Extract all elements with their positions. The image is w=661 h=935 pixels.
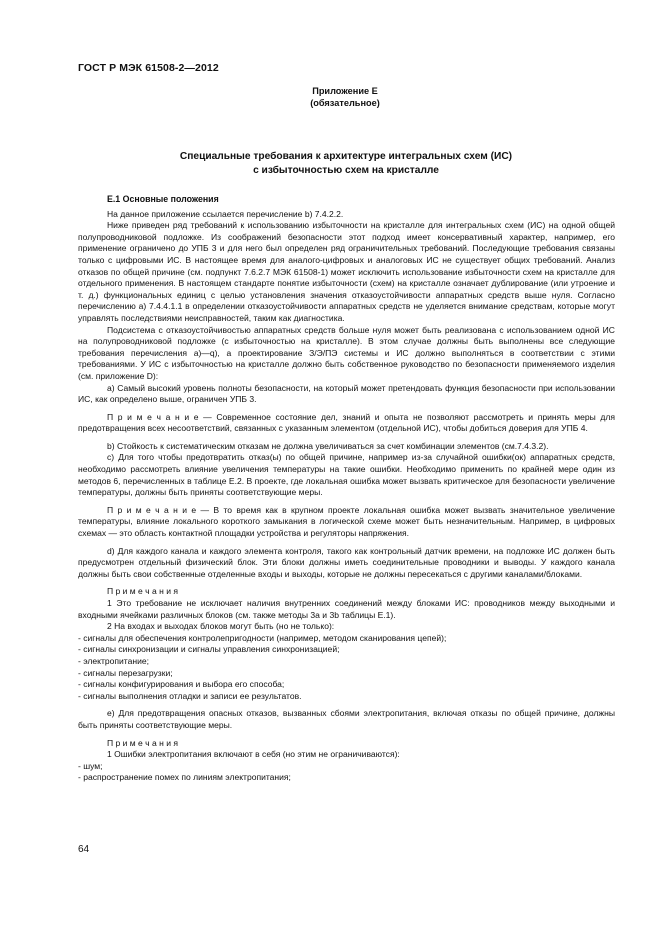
item-d: d) Для каждого канала и каждого элемента контроля, такого как контрольный датчик времени, на подложке ИС должен быть предусмотрен отдельный физический блок. Эти блоки должны иметь соединительные проводники и выводы. У каждого канала должны быть свои собственные отделенные входы и выходы, которые не должны пересекаться с другими каналами/блоками. [78,545,615,579]
list-item: - сигналы выполнения отладки и записи ее результатов. [78,690,302,701]
note-2-text: — В то время как в крупном проекте локальная ошибка может вызвать значительное увеличение температуры, влияние локального короткого замыкания в логической схеме может быть незначительным. Например, в цифровых схемах — это область контактной площадки устройства и регуляторы напряжения. [78,504,615,539]
title-line-1: Специальные требования к архитектуре интегральных схем (ИС) [179,151,513,162]
document-title [120,150,572,178]
note-1-label: П р и м е ч а н и е [107,411,199,422]
paragraph-subsystem: Подсистема с отказоустойчивостью аппаратных средств больше нуля может быть реализована с использованием одной ИС на полупроводниковой подложке (с избыточностью на кристалле). В этом случае должны быть выполнены все следующие требования перечисления а)—q), а проектирование З/Э/ПЭ системы и ИС должно выполняться в соответствии с этими требованиями. У ИС с избыточностью на кристалле должно быть собственное руководство по безопасности применяемого изделия (см. приложение D): [78,324,615,381]
note-2 [78,505,615,540]
notes-d-label: П р и м е ч а н и я [107,586,179,597]
appendix-status: (обязательное) [310,98,380,108]
item-a: а) Самый высокий уровень полноты безопасности, на который может претендовать функция безопасности при использовании ИС, как определено выше, ограничен УПБ 3. [78,382,615,405]
title-line-2: с избыточностью схем на кристалле [253,165,439,176]
section-heading: Е.1 Основные положения [107,194,219,204]
notes-e-list [78,761,615,784]
list-item: - сигналы синхронизации и сигналы управления синхронизацией; [78,644,340,655]
page-number: 64 [78,844,90,855]
list-item: - электропитание; [78,655,149,666]
note-2-label: П р и м е ч а н и е [107,504,197,515]
appendix-label: Приложение Е [312,86,378,96]
item-e: е) Для предотвращения опасных отказов, вызванных сбоями электропитания, включая отказы по общей причине, должны быть приняты соответствующие меры. [78,708,615,730]
notes-d-list [78,633,615,703]
list-item: - сигналы для обеспечения контролепригодности (например, методом сканирования цепей); [78,632,447,643]
notes-d-2: 2 На входах и выходах блоков могут быть (но не только): [107,621,335,632]
paragraph-reference: На данное приложение ссылается перечисление b) 7.4.2.2. [107,208,344,219]
notes-e-1: 1 Ошибки электропитания включают в себя (но этим не ограничиваются): [107,749,400,760]
notes-e-label: П р и м е ч а н и я [107,737,179,748]
notes-d-1: 1 Это требование не исключает наличия внутренних соединений между блоками ИС: проводников между выходными и входными ячейками различных блоков (см. также методы 3а и 3b таблицы Е.1). [78,598,615,620]
appendix-heading [250,85,440,109]
paragraph-intro: Ниже приведен ряд требований к использованию избыточности на кристалле для интегральных схем (ИС) на одной общей полупроводниковой подложке. Из соображений безопасности этот подход имеет консервативный характер, например, его применение ограничено до УПБ 3 и для него был определен ряд ограничительных требований. Последующие требования связаны только с цифровыми ИС. В настоящее время для аналого-цифровых и аналоговых ИС не существует общих требований. Анализ отказов по общей причине (см. подпункт 7.6.2.7 МЭК 61508-1) может исключить использование избыточности схем на кристалле для отдельного применения. В настоящем стандарте понятие избыточности (схем) на кристалле означает дублирование (или утроение и т. д.) функциональных единиц с целью установления значения отказоустойчивости аппаратных средств выше нуля. Согласно перечислению а) 7.4.4.1.1 в определении отказоустойчивости аппаратных средств не уделяется внимание средствам, которые могут управлять последствиями неисправностей, таким как диагностика. [78,220,615,323]
note-1 [78,412,615,435]
standard-code-header: ГОСТ Р МЭК 61508-2—2012 [78,62,219,74]
list-item: - распространение помех по линиям электропитания; [78,772,291,783]
item-b: b) Стойкость к систематическим отказам не должна увеличиваться за счет комбинации элементов (см.7.4.3.2). [107,440,549,451]
list-item: - сигналы конфигурирования и выбора его способа; [78,679,285,690]
note-1-text: — Современное состояние дел, знаний и опыта не позволяют рассмотреть и принять меры для предотвращения всех несоответствий, связанных с указанным элементом (отдельной ИС), чтобы добиться доверия для УПБ 4. [78,411,615,434]
document-body [78,194,615,784]
list-item: - шум; [78,760,103,771]
list-item: - сигналы перезагрузки; [78,667,173,678]
item-c: с) Для того чтобы предотвратить отказ(ы) по общей причине, например из-за случайной ошибки(ок) аппаратных средств, необходимо рассмотреть влияние увеличения температуры на такие ошибки. Необходимо применить по крайней мере один из методов 6, перечисленных в таблице Е.2. В проекте, где локальная ошибка может вызвать критическое для безопасности увеличение температуры, должны быть приняты соответствующие меры. [78,452,615,498]
